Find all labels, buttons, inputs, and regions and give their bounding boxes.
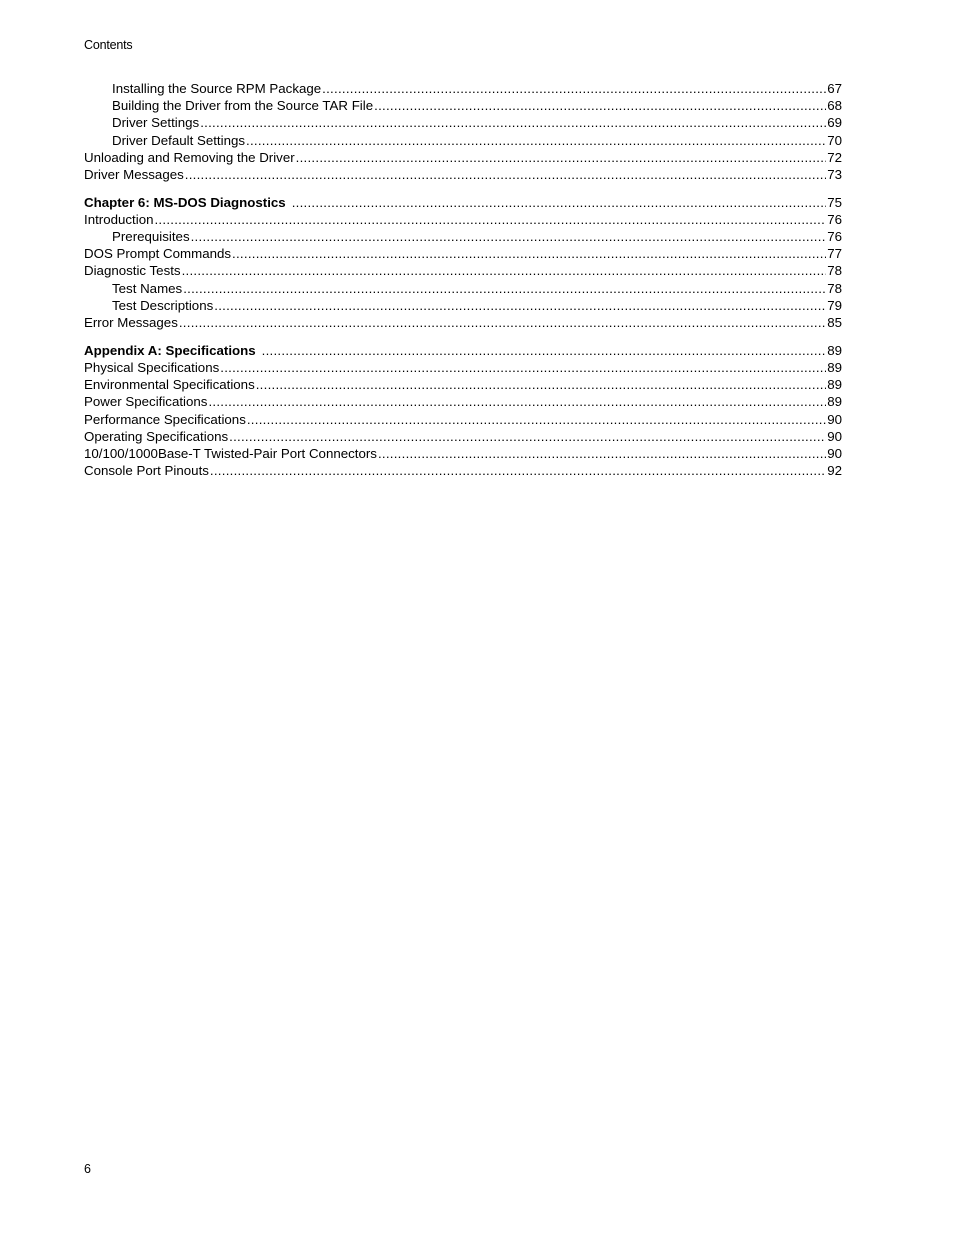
dot-leader (247, 411, 826, 428)
toc-entry-title: Appendix A: Specifications (84, 342, 256, 358)
toc-entry[interactable] (84, 211, 842, 228)
dot-leader (154, 211, 826, 228)
toc-entry-title: Operating Specifications (84, 428, 229, 444)
dot-leader (220, 359, 826, 376)
toc-entry-title: Test Names (112, 280, 183, 296)
toc-entry[interactable] (84, 262, 842, 279)
dot-leader (378, 445, 826, 462)
dot-leader (182, 262, 827, 279)
toc-entry-page: 89 (827, 360, 842, 375)
toc-entry-page: 67 (827, 81, 842, 96)
toc-entry-title: Driver Messages (84, 166, 184, 182)
dot-leader (208, 393, 826, 410)
dot-leader (374, 97, 826, 114)
toc-entry-title: Environmental Specifications (84, 377, 255, 393)
dot-leader (262, 342, 827, 359)
toc-entry[interactable] (84, 297, 842, 314)
toc-entry[interactable] (84, 411, 842, 428)
toc-entry-title: Prerequisites (112, 229, 190, 245)
toc-entry-page: 78 (827, 280, 842, 296)
toc-entry-title: DOS Prompt Commands (84, 246, 232, 262)
toc-entry-page: 89 (827, 377, 842, 393)
toc-entry[interactable] (84, 376, 842, 393)
toc-entry-title: Console Port Pinouts (84, 463, 209, 479)
dot-leader (246, 132, 826, 149)
toc-entry[interactable] (84, 149, 842, 166)
toc-entry[interactable] (84, 132, 842, 149)
running-head: Contents (84, 38, 133, 52)
toc-entry-page: 89 (827, 394, 842, 410)
toc-entry-page: 78 (827, 263, 842, 279)
dot-leader (179, 314, 826, 331)
toc-entry-page: 72 (827, 149, 842, 165)
toc-entry[interactable] (84, 314, 842, 331)
toc-entry-page: 77 (827, 246, 842, 262)
toc-entry[interactable] (84, 428, 842, 445)
toc-entry-page: 90 (827, 411, 842, 427)
dot-leader (229, 428, 826, 445)
toc-entry-title: Diagnostic Tests (84, 263, 181, 279)
toc-entry-page: 85 (827, 315, 842, 331)
toc-entry-page: 69 (827, 115, 842, 131)
toc-entry[interactable] (84, 166, 842, 183)
toc-entry-title: Power Specifications (84, 394, 208, 410)
toc-entry-title: 10/100/1000Base-T Twisted-Pair Port Connectors (84, 445, 377, 461)
toc-entry-page: 75 (827, 194, 842, 210)
dot-leader (322, 80, 826, 97)
toc-entry-title: Performance Specifications (84, 411, 246, 427)
toc-entry[interactable] (84, 114, 842, 131)
dot-leader (256, 376, 826, 393)
table-of-contents (84, 80, 842, 479)
toc-entry-title: Introduction (84, 211, 154, 227)
toc-chapter-entry[interactable] (84, 342, 842, 359)
toc-entry-page: 89 (827, 342, 842, 358)
toc-entry-page: 76 (827, 211, 842, 227)
toc-entry-title: Test Descriptions (112, 297, 214, 313)
dot-leader (214, 297, 826, 314)
toc-entry-page: 79 (827, 297, 842, 313)
dot-leader (185, 166, 826, 183)
toc-entry-page: 90 (827, 445, 842, 461)
toc-entry-page: 70 (827, 132, 842, 148)
toc-entry-page: 73 (827, 166, 842, 182)
dot-leader (292, 194, 827, 211)
toc-entry[interactable] (84, 359, 842, 376)
toc-entry-title: Installing the Source RPM Package (112, 81, 322, 96)
toc-entry-title: Driver Settings (112, 115, 200, 131)
dot-leader (210, 462, 826, 479)
toc-entry-title: Error Messages (84, 315, 178, 331)
toc-entry-title: Physical Specifications (84, 360, 220, 375)
toc-entry-page: 76 (827, 229, 842, 245)
toc-entry-title: Chapter 6: MS-DOS Diagnostics (84, 194, 286, 210)
toc-entry-page: 90 (827, 428, 842, 444)
toc-entry[interactable] (84, 280, 842, 297)
toc-entry-title: Unloading and Removing the Driver (84, 149, 295, 165)
toc-entry[interactable] (84, 228, 842, 245)
toc-entry-page: 68 (827, 98, 842, 114)
toc-entry[interactable] (84, 80, 842, 97)
dot-leader (200, 114, 826, 131)
toc-entry[interactable] (84, 445, 842, 462)
dot-leader (183, 280, 826, 297)
toc-entry[interactable] (84, 393, 842, 410)
toc-entry-page: 92 (827, 463, 842, 479)
toc-entry[interactable] (84, 462, 842, 479)
dot-leader (296, 149, 827, 166)
toc-entry[interactable] (84, 97, 842, 114)
dot-leader (191, 228, 827, 245)
toc-entry-title: Driver Default Settings (112, 132, 246, 148)
toc-chapter-entry[interactable] (84, 194, 842, 211)
page-number: 6 (84, 1162, 91, 1176)
dot-leader (232, 245, 826, 262)
toc-entry[interactable] (84, 245, 842, 262)
toc-entry-title: Building the Driver from the Source TAR File (112, 98, 374, 114)
